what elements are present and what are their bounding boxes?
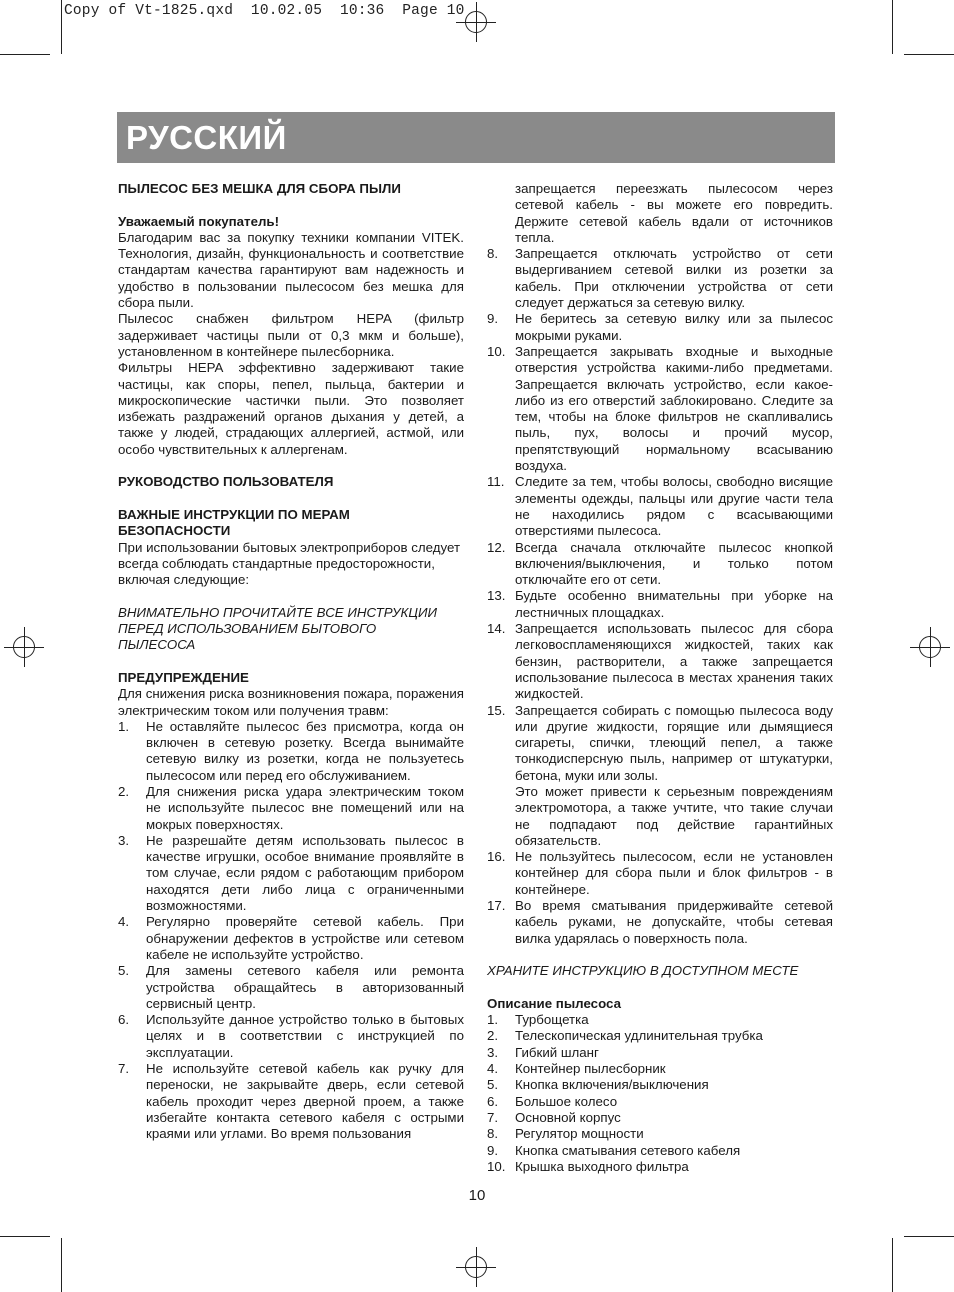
item-text: Не разрешайте детям использовать пылесос в качестве игрушки, особое внимание проявляйте в том случае, если рядом с работающим прибором находятся дети либо лица с ограниченными возможностями.: [146, 832, 464, 914]
item-text: Используйте данное устройство только в бытовых целях и в соответствии с инструкцией по эксплуатации.: [146, 1012, 464, 1060]
item-number: 5.: [118, 963, 130, 979]
list-item: [118, 1012, 464, 1061]
crop-mark: [61, 0, 62, 54]
warning-heading: ПРЕДУПРЕЖДЕНИЕ: [118, 669, 249, 685]
greeting: Уважаемый покупатель!: [118, 213, 280, 229]
item-text: Не пользуйтесь пылесосом, если не установлен контейнер для сбора пыли и блок фильтров - в контейнере.: [515, 849, 833, 897]
item-number: 11.: [487, 474, 505, 490]
item-number: 4.: [118, 914, 130, 930]
part-item: [487, 1126, 833, 1142]
intro-paragraph-2: Пылесос снабжен фильтром HEPA (фильтр задерживает частицы пыли от 0,3 мкм и больше), установленном в контейнере пылесборника.: [118, 311, 464, 359]
item-text: Запрещается отключать устройство от сети выдергиванием сетевой вилки из розетки за кабель. При отключении устройства от сети следует держаться за сетевую вилку.: [515, 246, 833, 311]
item-7-continuation: запрещается переезжать пылесосом через сетевой кабель - вы можете его повредить. Держите сетевой кабель вдали от источников тепла.: [515, 181, 833, 245]
keep-instructions-note: ХРАНИТЕ ИНСТРУКЦИЮ В ДОСТУПНОМ МЕСТЕ: [487, 963, 799, 979]
item-text: Не оставляйте пылесос без присмотра, когда он включен в сетевую розетку. Всегда вынимайте сетевую вилку из розетки, когда не пользуетесь пылесосом или перед его обслуживанием.: [146, 718, 464, 783]
page-number: 10: [468, 1187, 486, 1204]
main-heading: ПЫЛЕСОС БЕЗ МЕШКА ДЛЯ СБОРА ПЫЛИ: [118, 181, 401, 196]
item-number: 12.: [487, 539, 506, 555]
list-item: [487, 898, 833, 947]
part-name: Большое колесо: [515, 1093, 618, 1109]
list-item: [487, 344, 833, 474]
print-slug: Copy of Vt-1825.qxd 10.02.05 10:36 Page 10: [64, 3, 465, 19]
item-text: Не беритесь за сетевую вилку или за пылесос мокрыми руками.: [515, 311, 833, 343]
list-item: [487, 588, 833, 621]
caution-line-1: ВНИМАТЕЛЬНО ПРОЧИТАЙТЕ ВСЕ ИНСТРУКЦИИ: [118, 604, 438, 620]
item-text: Всегда сначала отключайте пылесос кнопкой включения/выключения, и только потом отключайте его от сети.: [515, 539, 833, 588]
item-number: 15.: [487, 702, 506, 718]
item-number: 9.: [487, 311, 499, 327]
part-item: [487, 1061, 833, 1077]
part-number: 10.: [487, 1158, 506, 1174]
item-number: 3.: [118, 832, 130, 848]
list-item: [487, 540, 833, 589]
item-text: Регулярно проверяйте сетевой кабель. При обнаружении дефектов в устройстве или сетевом кабеле не используйте устройство.: [146, 914, 464, 962]
part-number: 8.: [487, 1126, 499, 1142]
part-name: Телескопическая удлинительная трубка: [515, 1028, 763, 1044]
part-item: [487, 1012, 833, 1028]
part-item: [487, 1028, 833, 1044]
item-text: Запрещается собирать с помощью пылесоса воду или другие жидкости, горящие или дымящиеся сигареты, спички, тлеющий пепел, а также тонкодисперсную пыль, например от штукатурки, бетона, муки или золы.: [515, 702, 833, 783]
part-name: Кнопка сматывания сетевого кабеля: [515, 1142, 741, 1158]
list-item: [118, 914, 464, 963]
item-number: 7.: [118, 1061, 130, 1077]
item-number: 2.: [118, 783, 130, 799]
list-item: [118, 833, 464, 914]
part-name: Контейнер пылесборник: [515, 1061, 666, 1077]
item-number: 8.: [487, 246, 499, 262]
part-item: [487, 1110, 833, 1126]
list-item: [487, 849, 833, 898]
crop-mark: [61, 1238, 62, 1292]
part-number: 1.: [487, 1012, 499, 1028]
item-text: Следите за тем, чтобы волосы, свободно висящие элементы одежды, пальцы или другие части тела не находились рядом с всасывающими отверстиями пылесоса.: [515, 474, 833, 539]
safety-paragraph: При использовании бытовых электроприборов следует всегда соблюдать стандартные предосторожности, включая следующие:: [118, 539, 461, 588]
list-item: [118, 719, 464, 784]
part-item: [487, 1094, 833, 1110]
part-item: [487, 1159, 833, 1175]
item-text: Для снижения риска удара электрическим током не используйте пылесос вне помещений или на мокрых поверхностях.: [146, 783, 464, 832]
item-text: Будьте особенно внимательны при уборке на лестничных площадках.: [515, 588, 833, 620]
part-number: 4.: [487, 1061, 499, 1077]
part-number: 5.: [487, 1077, 499, 1093]
list-item: [487, 703, 833, 784]
language-banner: [117, 112, 835, 163]
part-name: Турбощетка: [515, 1012, 589, 1028]
item-text: Не используйте сетевой кабель как ручку для переноски, не закрывайте дверь, если сетевой кабель проходит через дверной проем, а также избегайте контакта сетевого кабеля с острыми краями или углами. Во время пользования: [146, 1061, 464, 1142]
item-number: 1.: [118, 718, 130, 734]
part-item: [487, 1143, 833, 1159]
list-item: [118, 784, 464, 833]
crop-mark: [0, 1236, 50, 1237]
part-number: 2.: [487, 1028, 499, 1044]
part-name: Кнопка включения/выключения: [515, 1077, 709, 1093]
part-name: Регулятор мощности: [515, 1126, 644, 1142]
intro-paragraph-3: Фильтры HEPA эффективно задерживают такие частицы, как споры, пепел, пыльца, бактерии и микроскопические частички пыли. Это позволяет избежать раздражений органов дыхания у детей, а также у людей, страдающих аллергией, астмой, или особо чувствительных к аллергенам.: [118, 360, 464, 457]
banner-title: РУССКИЙ: [126, 119, 287, 156]
item-number: 16.: [487, 849, 506, 865]
caution-line-3: ПЫЛЕСОСА: [118, 637, 196, 653]
left-column: [118, 181, 464, 1143]
intro-paragraph-1: Благодарим вас за покупку техники компании VITEK. Технология, дизайн, функциональность и соответствие стандартам качества гарантируют вам надежность и удобство в пользовании пылесосом без мешка для сбора пыли.: [118, 229, 464, 311]
right-column: [487, 181, 833, 1175]
list-item: [487, 311, 833, 344]
safety-heading-line-1: ВАЖНЫЕ ИНСТРУКЦИИ ПО МЕРАМ: [118, 506, 350, 522]
list-item: [487, 246, 833, 311]
list-item: [118, 1061, 464, 1142]
item-number: 17.: [487, 898, 506, 914]
part-item: [487, 1077, 833, 1093]
item-text: Запрещается использовать пылесос для сбора легковоспламеняющихся жидкостей, таких как бензин, растворители, а также запрещается использование пылесоса в местах хранения таких жидкостей.: [515, 621, 833, 702]
guide-heading: РУКОВОДСТВО ПОЛЬЗОВАТЕЛЯ: [118, 474, 334, 490]
part-name: Крышка выходного фильтра: [515, 1158, 689, 1174]
item-number: 14.: [487, 621, 506, 637]
item-number: 13.: [487, 588, 506, 604]
crop-mark: [904, 54, 954, 55]
list-item: [487, 621, 833, 702]
item-text: Для замены сетевого кабеля или ремонта устройства обращайтесь в авторизованный сервисный центр.: [146, 963, 464, 1011]
item-15-continuation: Это может привести к серьезным повреждениям электромотора, а также учтите, что такие случаи не подпадают под действие гарантийных обязательств.: [515, 783, 833, 848]
part-number: 9.: [487, 1142, 499, 1158]
part-number: 3.: [487, 1044, 499, 1060]
item-text: Запрещается закрывать входные и выходные отверстия устройства какими-либо предметами. Запрещается включать устройство, если какое-либо из его отверстий заблокировано. Следите за тем, чтобы на блоке фильтров не скапливались пыль, пух, волосы и прочий мусор, препятствующий нормальному всасыванию воздуха.: [515, 343, 833, 474]
registration-mark-top: [456, 2, 496, 42]
part-number: 7.: [487, 1109, 499, 1125]
crop-mark: [904, 1236, 954, 1237]
item-number: 6.: [118, 1012, 130, 1028]
safety-heading-line-2: БЕЗОПАСНОСТИ: [118, 523, 231, 539]
part-item: [487, 1045, 833, 1061]
caution-line-2: ПЕРЕД ИСПОЛЬЗОВАНИЕМ БЫТОВОГО: [118, 621, 377, 637]
item-number: 10.: [487, 343, 506, 359]
crop-mark: [892, 0, 893, 54]
registration-mark-right: [910, 627, 950, 667]
warning-paragraph: Для снижения риска возникновения пожара, поражения электрическим током или получения травм:: [118, 686, 464, 718]
crop-mark: [0, 54, 50, 55]
part-name: Основной корпус: [515, 1109, 621, 1125]
crop-mark: [892, 1238, 893, 1292]
part-name: Гибкий шланг: [515, 1044, 599, 1060]
registration-mark-bottom: [456, 1247, 496, 1287]
description-heading: Описание пылесоса: [487, 995, 621, 1011]
list-item: [487, 474, 833, 539]
item-text: Во время сматывания придерживайте сетевой кабель руками, не допускайте, чтобы сетевая вилка ударялась о поверхность пола.: [515, 898, 833, 946]
part-number: 6.: [487, 1093, 499, 1109]
registration-mark-left: [4, 627, 44, 667]
list-item: [118, 963, 464, 1012]
